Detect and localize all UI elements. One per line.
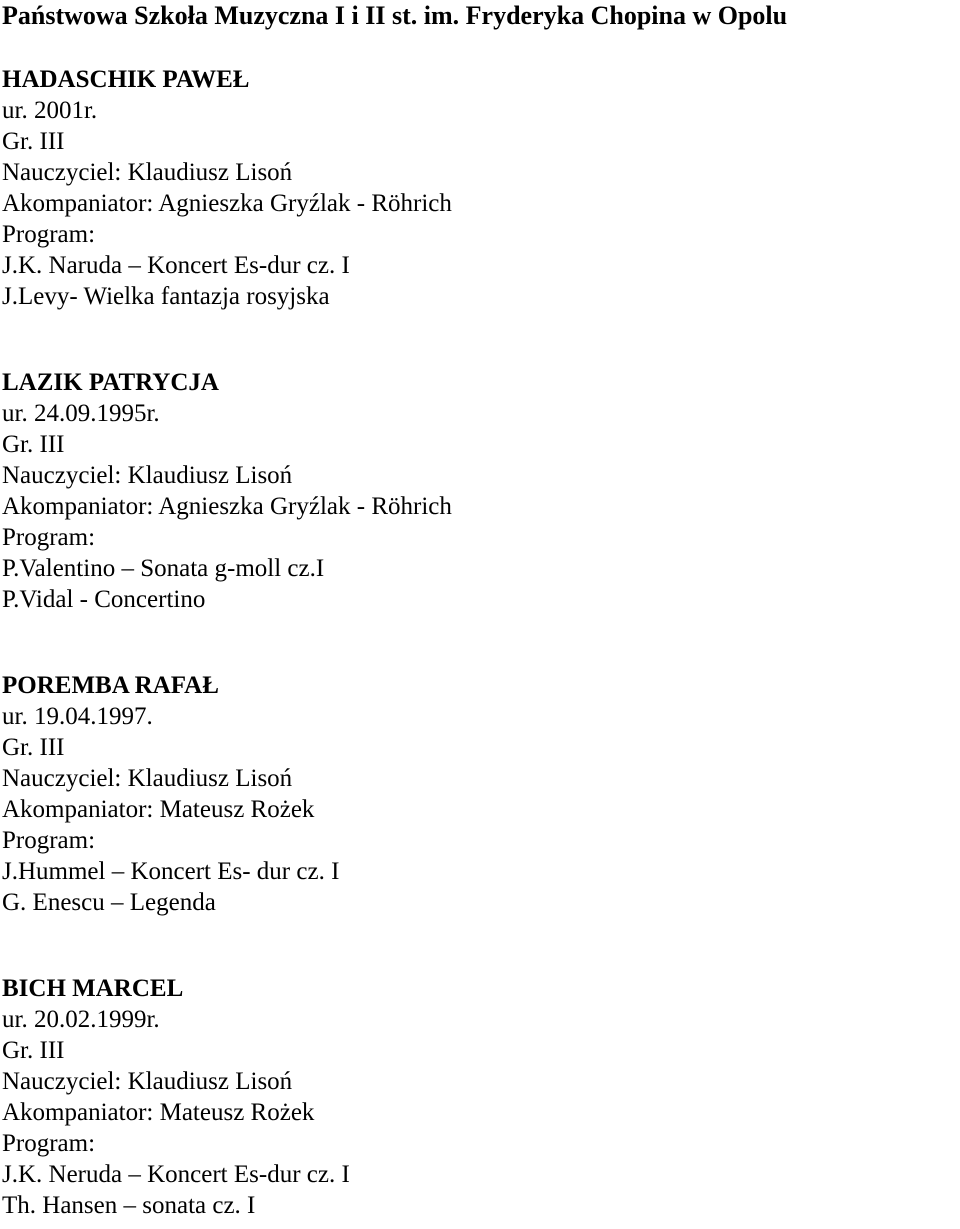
program-label: Program:	[2, 221, 96, 248]
document-title: Państwowa Szkoła Muzyczna I i II st. im. Fryderyka Chopina w Opolu	[2, 1, 788, 30]
program-piece: P.Vidal - Concertino	[2, 586, 206, 613]
birth-date: ur. 24.09.1995r.	[2, 400, 160, 427]
teacher: Nauczyciel: Klaudiusz Lisoń	[2, 765, 293, 792]
spacer	[2, 32, 958, 64]
program-piece: J.K. Naruda – Koncert Es-dur cz. I	[2, 252, 350, 279]
program-piece: P.Valentino – Sonata g-moll cz.I	[2, 555, 325, 582]
document-page	[2, 0, 958, 1221]
accompanist: Akompaniator: Mateusz Rożek	[2, 796, 315, 823]
accompanist: Akompaniator: Agnieszka Gryźlak - Röhrich	[2, 493, 452, 520]
birth-date: ur. 20.02.1999r.	[2, 1006, 160, 1033]
group: Gr. III	[2, 128, 65, 155]
student-entry	[2, 367, 958, 615]
group: Gr. III	[2, 431, 65, 458]
group: Gr. III	[2, 734, 65, 761]
program-piece: Th. Hansen – sonata cz. I	[2, 1192, 256, 1219]
student-entry	[2, 973, 958, 1221]
student-entry	[2, 670, 958, 918]
program-label: Program:	[2, 827, 96, 854]
student-name: POREMBA RAFAŁ	[2, 672, 219, 699]
spacer	[2, 312, 958, 367]
program-piece: J.K. Neruda – Koncert Es-dur cz. I	[2, 1161, 350, 1188]
teacher: Nauczyciel: Klaudiusz Lisoń	[2, 462, 293, 489]
accompanist: Akompaniator: Agnieszka Gryźlak - Röhrich	[2, 190, 452, 217]
program-piece: J.Hummel – Koncert Es- dur cz. I	[2, 858, 340, 885]
teacher: Nauczyciel: Klaudiusz Lisoń	[2, 1068, 293, 1095]
teacher: Nauczyciel: Klaudiusz Lisoń	[2, 159, 293, 186]
spacer	[2, 918, 958, 973]
program-piece: G. Enescu – Legenda	[2, 889, 216, 916]
student-name: LAZIK PATRYCJA	[2, 369, 219, 396]
birth-date: ur. 2001r.	[2, 97, 98, 124]
accompanist: Akompaniator: Mateusz Rożek	[2, 1099, 315, 1126]
student-name: BICH MARCEL	[2, 975, 184, 1002]
program-label: Program:	[2, 524, 96, 551]
program-label: Program:	[2, 1130, 96, 1157]
student-name: HADASCHIK PAWEŁ	[2, 66, 250, 93]
group: Gr. III	[2, 1037, 65, 1064]
birth-date: ur. 19.04.1997.	[2, 703, 153, 730]
spacer	[2, 615, 958, 670]
student-entry	[2, 64, 958, 312]
program-piece: J.Levy- Wielka fantazja rosyjska	[2, 283, 330, 310]
